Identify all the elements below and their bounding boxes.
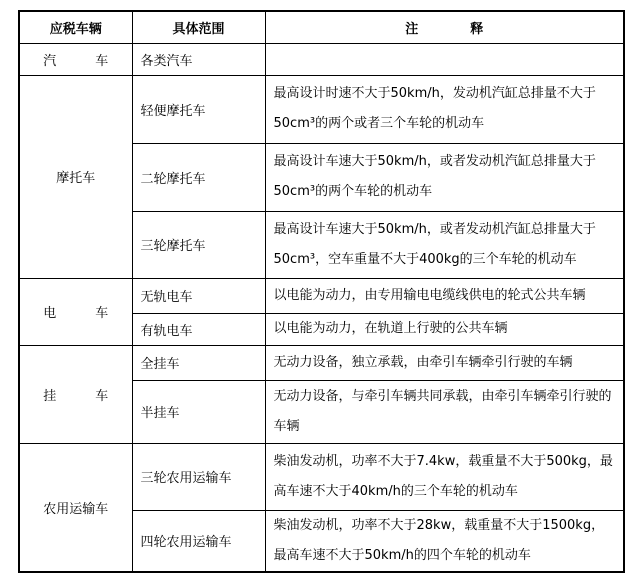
- note-cell: 柴油发动机，功率不大于7.4kw，载重量不大于500kg，最高车速不大于40km/h的三个车轮的机动车: [265, 443, 624, 510]
- note-cell: 柴油发动机，功率不大于28kw，载重量不大于1500kg，最高车速不大于50km/h的四个车轮的机动车: [265, 510, 624, 572]
- table-row: [19, 43, 624, 75]
- header-row: [19, 11, 624, 43]
- table-row: [19, 443, 624, 510]
- category-cell-motorcycle: 摩托车: [19, 75, 132, 278]
- category-cell-trailer: 挂 车: [19, 345, 132, 443]
- note-cell: 无动力设备，与牵引车辆共同承载，由牵引车辆牵引行驶的车辆: [265, 380, 624, 443]
- scope-cell: 各类汽车: [132, 43, 265, 75]
- scope-cell: 四轮农用运输车: [132, 510, 265, 572]
- category-cell-automobile: 汽 车: [19, 43, 132, 75]
- table-row: [19, 345, 624, 380]
- header-specific-scope: 具体范围: [132, 11, 265, 43]
- note-cell: 最高设计时速不大于50km/h，发动机汽缸总排量不大于50cm³的两个或者三个车轮的机动车: [265, 75, 624, 143]
- scope-cell: 三轮摩托车: [132, 211, 265, 278]
- scope-cell: 三轮农用运输车: [132, 443, 265, 510]
- scope-cell: 全挂车: [132, 345, 265, 380]
- note-cell: 最高设计车速大于50km/h，或者发动机汽缸总排量大于50cm³，空车重量不大于400kg的三个车轮的机动车: [265, 211, 624, 278]
- note-cell: 以电能为动力，由专用输电电缆线供电的轮式公共车辆: [265, 278, 624, 313]
- scope-cell: 有轨电车: [132, 313, 265, 345]
- table-row: [19, 75, 624, 143]
- note-cell: [265, 43, 624, 75]
- note-cell: 以电能为动力，在轨道上行驶的公共车辆: [265, 313, 624, 345]
- category-cell-trolley: 电 车: [19, 278, 132, 345]
- scope-cell: 轻便摩托车: [132, 75, 265, 143]
- header-taxable-vehicle: 应税车辆: [19, 11, 132, 43]
- category-cell-agricultural-vehicle: 农用运输车: [19, 443, 132, 572]
- scope-cell: 二轮摩托车: [132, 143, 265, 211]
- scope-cell: 无轨电车: [132, 278, 265, 313]
- table-row: [19, 278, 624, 313]
- header-notes: 注 释: [265, 11, 624, 43]
- scope-cell: 半挂车: [132, 380, 265, 443]
- note-cell: 最高设计车速大于50km/h，或者发动机汽缸总排量大于50cm³的两个车轮的机动车: [265, 143, 624, 211]
- note-cell: 无动力设备，独立承载，由牵引车辆牵引行驶的车辆: [265, 345, 624, 380]
- vehicle-tax-table: [18, 10, 625, 573]
